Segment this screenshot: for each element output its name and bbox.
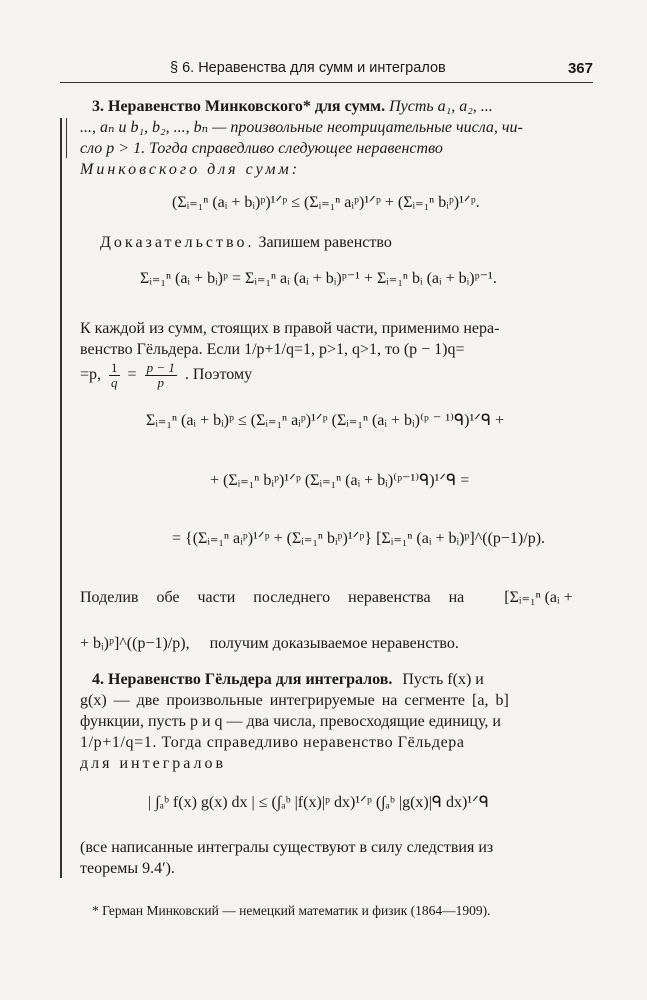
estimate-formula-line-1: Σᵢ₌₁ⁿ (aᵢ + bᵢ)ᵖ ≤ (Σᵢ₌₁ⁿ aᵢᵖ)¹ᐟᵖ (Σᵢ₌₁ⁿ (aᵢ + bᵢ)⁽ᵖ ⁻ ¹⁾ᑫ)¹ᐟᑫ + [146,412,505,429]
running-header-title: § 6. Неравенства для сумм и интегралов [170,60,446,76]
fraction-p-minus-1-over-p [145,361,177,390]
section-3-heading-line [92,97,493,117]
section-4-title: 4. Неравенство Гёльдера для интегралов. [92,671,393,688]
text3-eq: = [127,366,137,384]
section-4-line-2: g(x) — две произвольные интегрируемые на сегменте [a, b] [80,692,509,709]
division-line-1 [80,588,573,608]
division-text-a: Поделив обе части последнего неравенства на [80,589,465,606]
section-4-line1-rest: Пусть f(x) и [402,671,484,688]
section-3-line-3: сло p > 1. Тогда справедливо следующее неравенство [80,140,443,157]
proof-rest: Запишем равенство [258,234,392,251]
section-3-text-2: венство Гёльдера. Если 1/p+1/q=1, p>1, q>1, то (p − 1)q= [80,341,465,358]
section-4-line-3: функции, пусть p и q — два числа, превосходящие единицу, и [80,713,501,730]
proof-line [100,233,392,253]
identity-formula: Σᵢ₌₁ⁿ (aᵢ + bᵢ)ᵖ = Σᵢ₌₁ⁿ aᵢ (aᵢ + bᵢ)ᵖ⁻¹ + Σᵢ₌₁ⁿ bᵢ (aᵢ + bᵢ)ᵖ⁻¹. [140,270,497,287]
division-line-2 [80,634,459,654]
section-4-heading-line [92,670,484,690]
section-3-text-1: К каждой из сумм, стоящих в правой части, применимо нера- [80,320,500,337]
fraction-den-q: q [111,375,118,390]
section-4-line-5: для интегралов [80,755,227,772]
division-text-c: + bᵢ)ᵖ]^((p−1)/p), [80,635,190,652]
section-4-after-1: (все написанные интегралы существуют в силу следствия из [80,839,494,856]
page-number: 367 [567,60,593,77]
fraction-1-over-q [109,361,120,390]
fraction-num-1: 1 [111,360,118,375]
section-4-line-4: 1/p+1/q=1. Тогда справедливо неравенство Гёльдера [80,734,465,751]
section-3-title: 3. Неравенство Минковского* [92,98,311,115]
estimate-formula-line-2: + (Σᵢ₌₁ⁿ bᵢᵖ)¹ᐟᵖ (Σᵢ₌₁ⁿ (aᵢ + bᵢ)⁽ᵖ⁻¹⁾ᑫ)¹ᐟᑫ = [210,472,470,489]
estimate-formula-line-3: = {(Σᵢ₌₁ⁿ aᵢᵖ)¹ᐟᵖ + (Σᵢ₌₁ⁿ bᵢᵖ)¹ᐟᵖ} [Σᵢ₌₁ⁿ (aᵢ + bᵢ)ᵖ]^((p−1)/p). [172,530,546,547]
minkowski-inequality-formula: (Σᵢ₌₁ⁿ (aᵢ + bᵢ)ᵖ)¹ᐟᵖ ≤ (Σᵢ₌₁ⁿ aᵢᵖ)¹ᐟᵖ + (Σᵢ₌₁ⁿ bᵢᵖ)¹ᐟᵖ. [172,194,480,211]
section-3-line-4: Минковского для сумм: [80,161,301,178]
division-text-d: получим доказываемое неравенство. [209,635,459,652]
text3-suffix: . Поэтому [184,366,253,384]
section-3-for-sums: для сумм. [314,98,386,115]
division-text-b: [Σᵢ₌₁ⁿ (aᵢ + [504,589,573,606]
running-header [60,58,593,83]
section-4-after-2: теоремы 9.4′). [80,860,175,877]
fraction-num-p-minus-1: p − 1 [146,360,175,375]
section-3-line1-rest: Пусть a₁, a₂, ... [389,98,493,115]
text3-prefix: =p, [80,366,102,384]
section-3-text-3 [80,361,252,390]
holder-integral-formula: | ∫ₐᵇ f(x) g(x) dx | ≤ (∫ₐᵇ |f(x)|ᵖ dx)¹ᐟᵖ (∫ₐᵇ |g(x)|ᑫ dx)¹ᐟᑫ [148,794,489,811]
margin-bar-left-inner [66,118,67,158]
fraction-den-p: p [157,375,164,390]
margin-bar-left-upper [60,118,62,878]
footnote: * Герман Минковский — немецкий математик и физик (1864—1909). [92,903,491,918]
section-3-line-2: ..., aₙ и b₁, b₂, ..., bₙ — произвольные неотрицательные числа, чи- [80,119,523,136]
proof-label: Доказательство. [100,234,255,251]
